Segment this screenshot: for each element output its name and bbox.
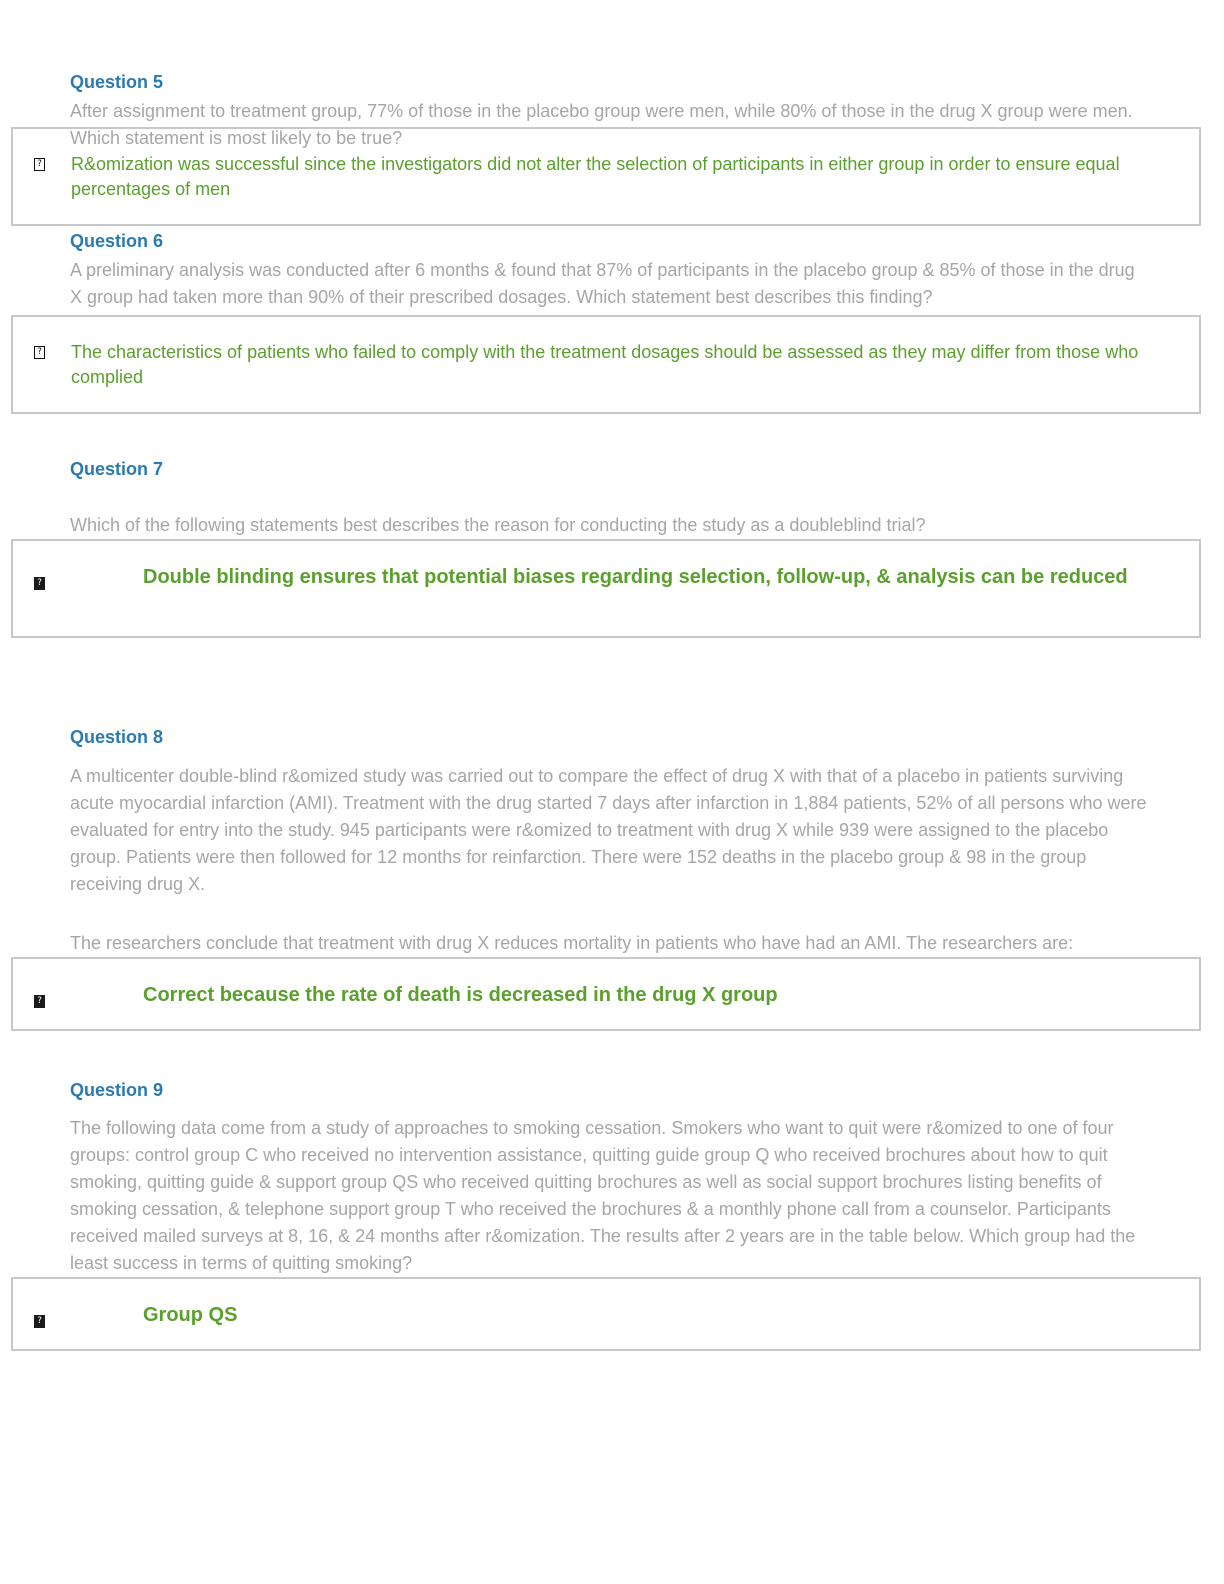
question-5-answer: R&omization was successful since the investigators did not alter the selection of participants in either group in order to ensure equal percentages of men [71,154,1120,199]
answer-marker-icon: ? [34,995,45,1008]
question-5-title: Question 5 [70,72,164,92]
question-5-text: After assignment to treatment group, 77% of those in the placebo group were men, while 80% of those in the drug X group were men. Which statement is most likely to be true? [70,101,1133,148]
answer-marker-icon: ? [34,1315,45,1328]
question-8-text-2: The researchers conclude that treatment with drug X reduces mortality in patients who have had an AMI. The researchers are: [70,933,1074,953]
question-8-title: Question 8 [70,727,164,747]
question-6-answer: The characteristics of patients who failed to comply with the treatment dosages should be assessed as they may differ from those who complied [71,342,1139,387]
question-7-answer [71,565,1156,590]
question-8-text: A multicenter double-blind r&omized study was carried out to compare the effect of drug X with that of a placebo in patients surviving acute myocardial infarction (AMI). Treatment with the drug started 7 days after infarction in 1,884 patients, 52% of all persons who were evaluated for entry into the study. 945 participants were r&omized to treatment with drug X while 939 were assigned to the placebo group. Patients were then followed for 12 months for reinfarction. There were 152 deaths in the placebo group & 98 in the group receiving drug X. [70,766,1147,894]
question-6-text: A preliminary analysis was conducted after 6 months & found that 87% of participants in the placebo group & 85% of those in the drug X group had taken more than 90% of their prescribed dosages. Which statement best describes this finding? [70,260,1135,307]
question-9-answer [71,1303,1156,1328]
question-9-answer-text: Group QS [143,1304,238,1326]
answer-marker-icon: ? [34,346,45,359]
question-6-title: Question 6 [70,231,164,251]
question-8-answer [71,983,1156,1008]
question-7-text: Which of the following statements best describes the reason for conducting the study as a doubleblind trial? [70,515,926,535]
answer-marker-icon: ? [34,158,45,171]
question-7-title: Question 7 [70,459,164,479]
question-8-answer-text: Correct because the rate of death is decreased in the drug X group [143,984,778,1006]
question-9-title: Question 9 [70,1080,164,1100]
question-7-answer-text: Double blinding ensures that potential biases regarding selection, follow-up, & analysis can be reduced [143,566,1128,588]
answer-marker-icon: ? [34,577,45,590]
question-9-text: The following data come from a study of approaches to smoking cessation. Smokers who want to quit were r&omized to one of four groups: control group C who received no intervention assistance, quitting guide group Q who received brochures about how to quit smoking, quitting guide & support group QS who received quitting brochures as well as social support brochures listing benefits of smoking cessation, & telephone support group T who received the brochures & a monthly phone call from a counselor. Participants received mailed surveys at 8, 16, & 24 months after r&omization. The results after 2 years are in the table below. Which group had the least success in terms of quitting smoking? [70,1118,1136,1273]
